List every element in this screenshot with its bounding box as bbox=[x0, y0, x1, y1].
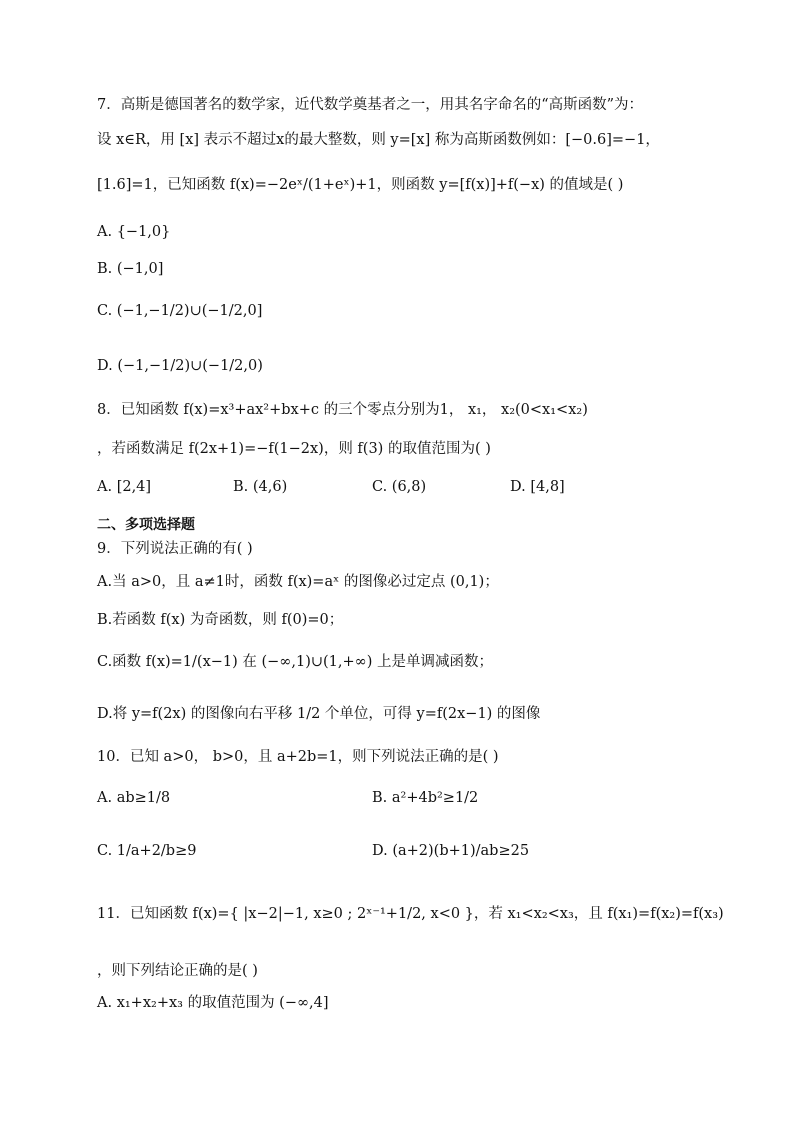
q10-option-b: B. a²+4b²≥1/2 bbox=[372, 790, 479, 806]
q8-option-b: B. (4,6) bbox=[233, 479, 288, 495]
q7-option-a: A. {−1,0} bbox=[97, 224, 171, 240]
q8-line1: 8．已知函数 f(x)=x³+ax²+bx+c 的三个零点分别为1， x₁， x₂(0<x₁<x₂) bbox=[97, 402, 588, 418]
q7-line1: 7．高斯是德国著名的数学家，近代数学奠基者之一，用其名字命名的“高斯函数”为： bbox=[97, 97, 644, 113]
q9-option-c: C.函数 f(x)=1/(x−1) 在 (−∞,1)∪(1,+∞) 上是单调减函数； bbox=[97, 654, 494, 670]
q8-line2: ，若函数满足 f(2x+1)=−f(1−2x)，则 f(3) 的取值范围为( ) bbox=[97, 441, 491, 457]
q8-option-c: C. (6,8) bbox=[372, 479, 427, 495]
q7-line2: 设 x∈R，用 [x] 表示不超过x的最大整数，则 y=[x] 称为高斯函数例如：[−0.6]=−1， bbox=[97, 132, 660, 148]
q9-stem: 9．下列说法正确的有( ) bbox=[97, 541, 253, 557]
q8-option-d: D. [4,8] bbox=[510, 479, 565, 495]
q9-option-d: D.将 y=f(2x) 的图像向右平移 1/2 个单位，可得 y=f(2x−1) 的图像 bbox=[97, 706, 541, 722]
q11-line2: ，则下列结论正确的是( ) bbox=[97, 963, 258, 979]
q10-option-d: D. (a+2)(b+1)/ab≥25 bbox=[372, 843, 530, 859]
q10-option-c: C. 1/a+2/b≥9 bbox=[97, 843, 197, 859]
q7-option-d: D. (−1,−1/2)∪(−1/2,0) bbox=[97, 358, 263, 374]
section-heading-multiple-choice: 二、多项选择题 bbox=[97, 517, 195, 533]
q7-line3: [1.6]=1，已知函数 f(x)=−2eˣ/(1+eˣ)+1，则函数 y=[f(x)]+f(−x) 的值域是( ) bbox=[97, 177, 624, 193]
q11-stem: 11．已知函数 f(x)={ |x−2|−1, x≥0 ; 2ˣ⁻¹+1/2, x<0 }，若 x₁<x₂<x₃，且 f(x₁)=f(x₂)=f(x₃) bbox=[97, 906, 724, 922]
q10-stem: 10．已知 a>0， b>0，且 a+2b=1，则下列说法正确的是( ) bbox=[97, 749, 499, 765]
q11-option-a: A. x₁+x₂+x₃ 的取值范围为 (−∞,4] bbox=[97, 995, 329, 1011]
q7-option-c: C. (−1,−1/2)∪(−1/2,0] bbox=[97, 303, 263, 319]
q8-option-a: A. [2,4] bbox=[97, 479, 152, 495]
q10-option-a: A. ab≥1/8 bbox=[97, 790, 171, 806]
q9-option-a: A.当 a>0，且 a≠1时，函数 f(x)=aˣ 的图像必过定点 (0,1)； bbox=[97, 574, 499, 590]
q9-option-b: B.若函数 f(x) 为奇函数，则 f(0)=0； bbox=[97, 612, 344, 628]
q7-option-b: B. (−1,0] bbox=[97, 261, 164, 277]
